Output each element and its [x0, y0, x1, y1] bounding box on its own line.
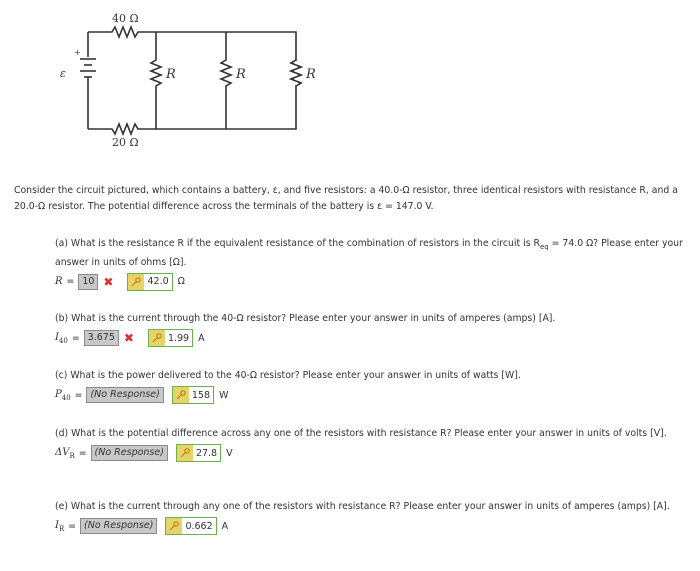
key-icon [166, 518, 182, 534]
unit-b: A [198, 332, 205, 344]
answer-row-e: $I_R$ = (No Response) 0.662 A [55, 516, 685, 536]
response-field-e[interactable]: (No Response) [80, 518, 157, 534]
part-b [55, 311, 685, 348]
correct-answer-e[interactable]: 0.662 [165, 517, 216, 535]
response-field-a[interactable]: 10 [78, 274, 98, 290]
correct-answer-a[interactable]: 42.0 [127, 273, 172, 291]
unit-d: V [226, 447, 233, 459]
variable-e: $I_R$ [55, 519, 65, 533]
part-e [55, 499, 685, 536]
battery-emf-label: ε [60, 67, 66, 80]
response-field-b[interactable]: 3.675 [84, 330, 119, 346]
unit-a: Ω [177, 276, 185, 288]
x-mark-icon: ✖ [103, 274, 114, 289]
unit-e: A [221, 520, 229, 532]
question-b: (b) What is the current through the 40-Ω resistor? Please enter your answer in units of amperes (amps) [A]. [55, 313, 556, 324]
question-d: (d) What is the potential difference across any one of the resistors with resistance R? Please enter your answer in units of volts [V]. [55, 428, 667, 439]
unit-c: W [219, 389, 229, 401]
question-a: (a) What is the resistance R if the equivalent resistance of the combination of resistors in the circuit is $R_{eq} = 74.0$ Ω? Please enter your answer in units of ohms [Ω]. [55, 238, 683, 268]
question-e: (e) What is the current through any one of the resistors with resistance R? Please enter your answer in units of amperes (amps) [A]. [55, 501, 670, 512]
key-icon [128, 274, 144, 290]
label-r-2: R [236, 67, 246, 82]
key-icon [173, 387, 189, 403]
answer-row-c: $P_{40}$ = (No Response) 158 W [55, 385, 685, 405]
correct-answer-b[interactable]: 1.99 [148, 329, 193, 347]
label-r-1: R [166, 67, 176, 82]
label-20-ohm: 20 Ω [112, 136, 139, 149]
response-field-d[interactable]: (No Response) [91, 445, 168, 461]
variable-d: $\Delta V_R$ [55, 446, 75, 460]
answer-row-a: R = 10 ✖ 42.0 Ω [55, 274, 185, 289]
part-c [55, 368, 685, 405]
problem-statement: Consider the circuit pictured, which contains a battery, ε, and five resistors: a 40.0-Ω resistor, three identical resistors with resistance R, and a 20.0-Ω resistor. The potential difference across the terminals of the battery is ε = 147.0 V. [14, 185, 678, 212]
key-icon [177, 445, 193, 461]
answer-row-b: $I_{40}$ = 3.675 ✖ 1.99 A [55, 331, 205, 345]
response-field-c[interactable]: (No Response) [86, 387, 163, 403]
circuit-diagram [52, 5, 316, 149]
key-icon [149, 330, 165, 346]
variable-c: $P_{40}$ [55, 388, 71, 402]
x-mark-icon: ✖ [123, 331, 134, 345]
question-c: (c) What is the power delivered to the 40-Ω resistor? Please enter your answer in units of watts [W]. [55, 370, 521, 381]
battery-plus-sign: + [74, 48, 81, 57]
label-r-3: R [306, 67, 316, 82]
answer-row-d: $\Delta V_R$ = (No Response) 27.8 V [55, 443, 685, 463]
variable-b: $I_{40}$ [55, 331, 68, 345]
correct-answer-d[interactable]: 27.8 [176, 444, 221, 462]
part-d [55, 426, 685, 463]
variable-a: R [55, 276, 63, 288]
part-a [55, 236, 685, 292]
label-40-ohm: 40 Ω [112, 12, 139, 25]
correct-answer-c[interactable]: 158 [172, 386, 214, 404]
